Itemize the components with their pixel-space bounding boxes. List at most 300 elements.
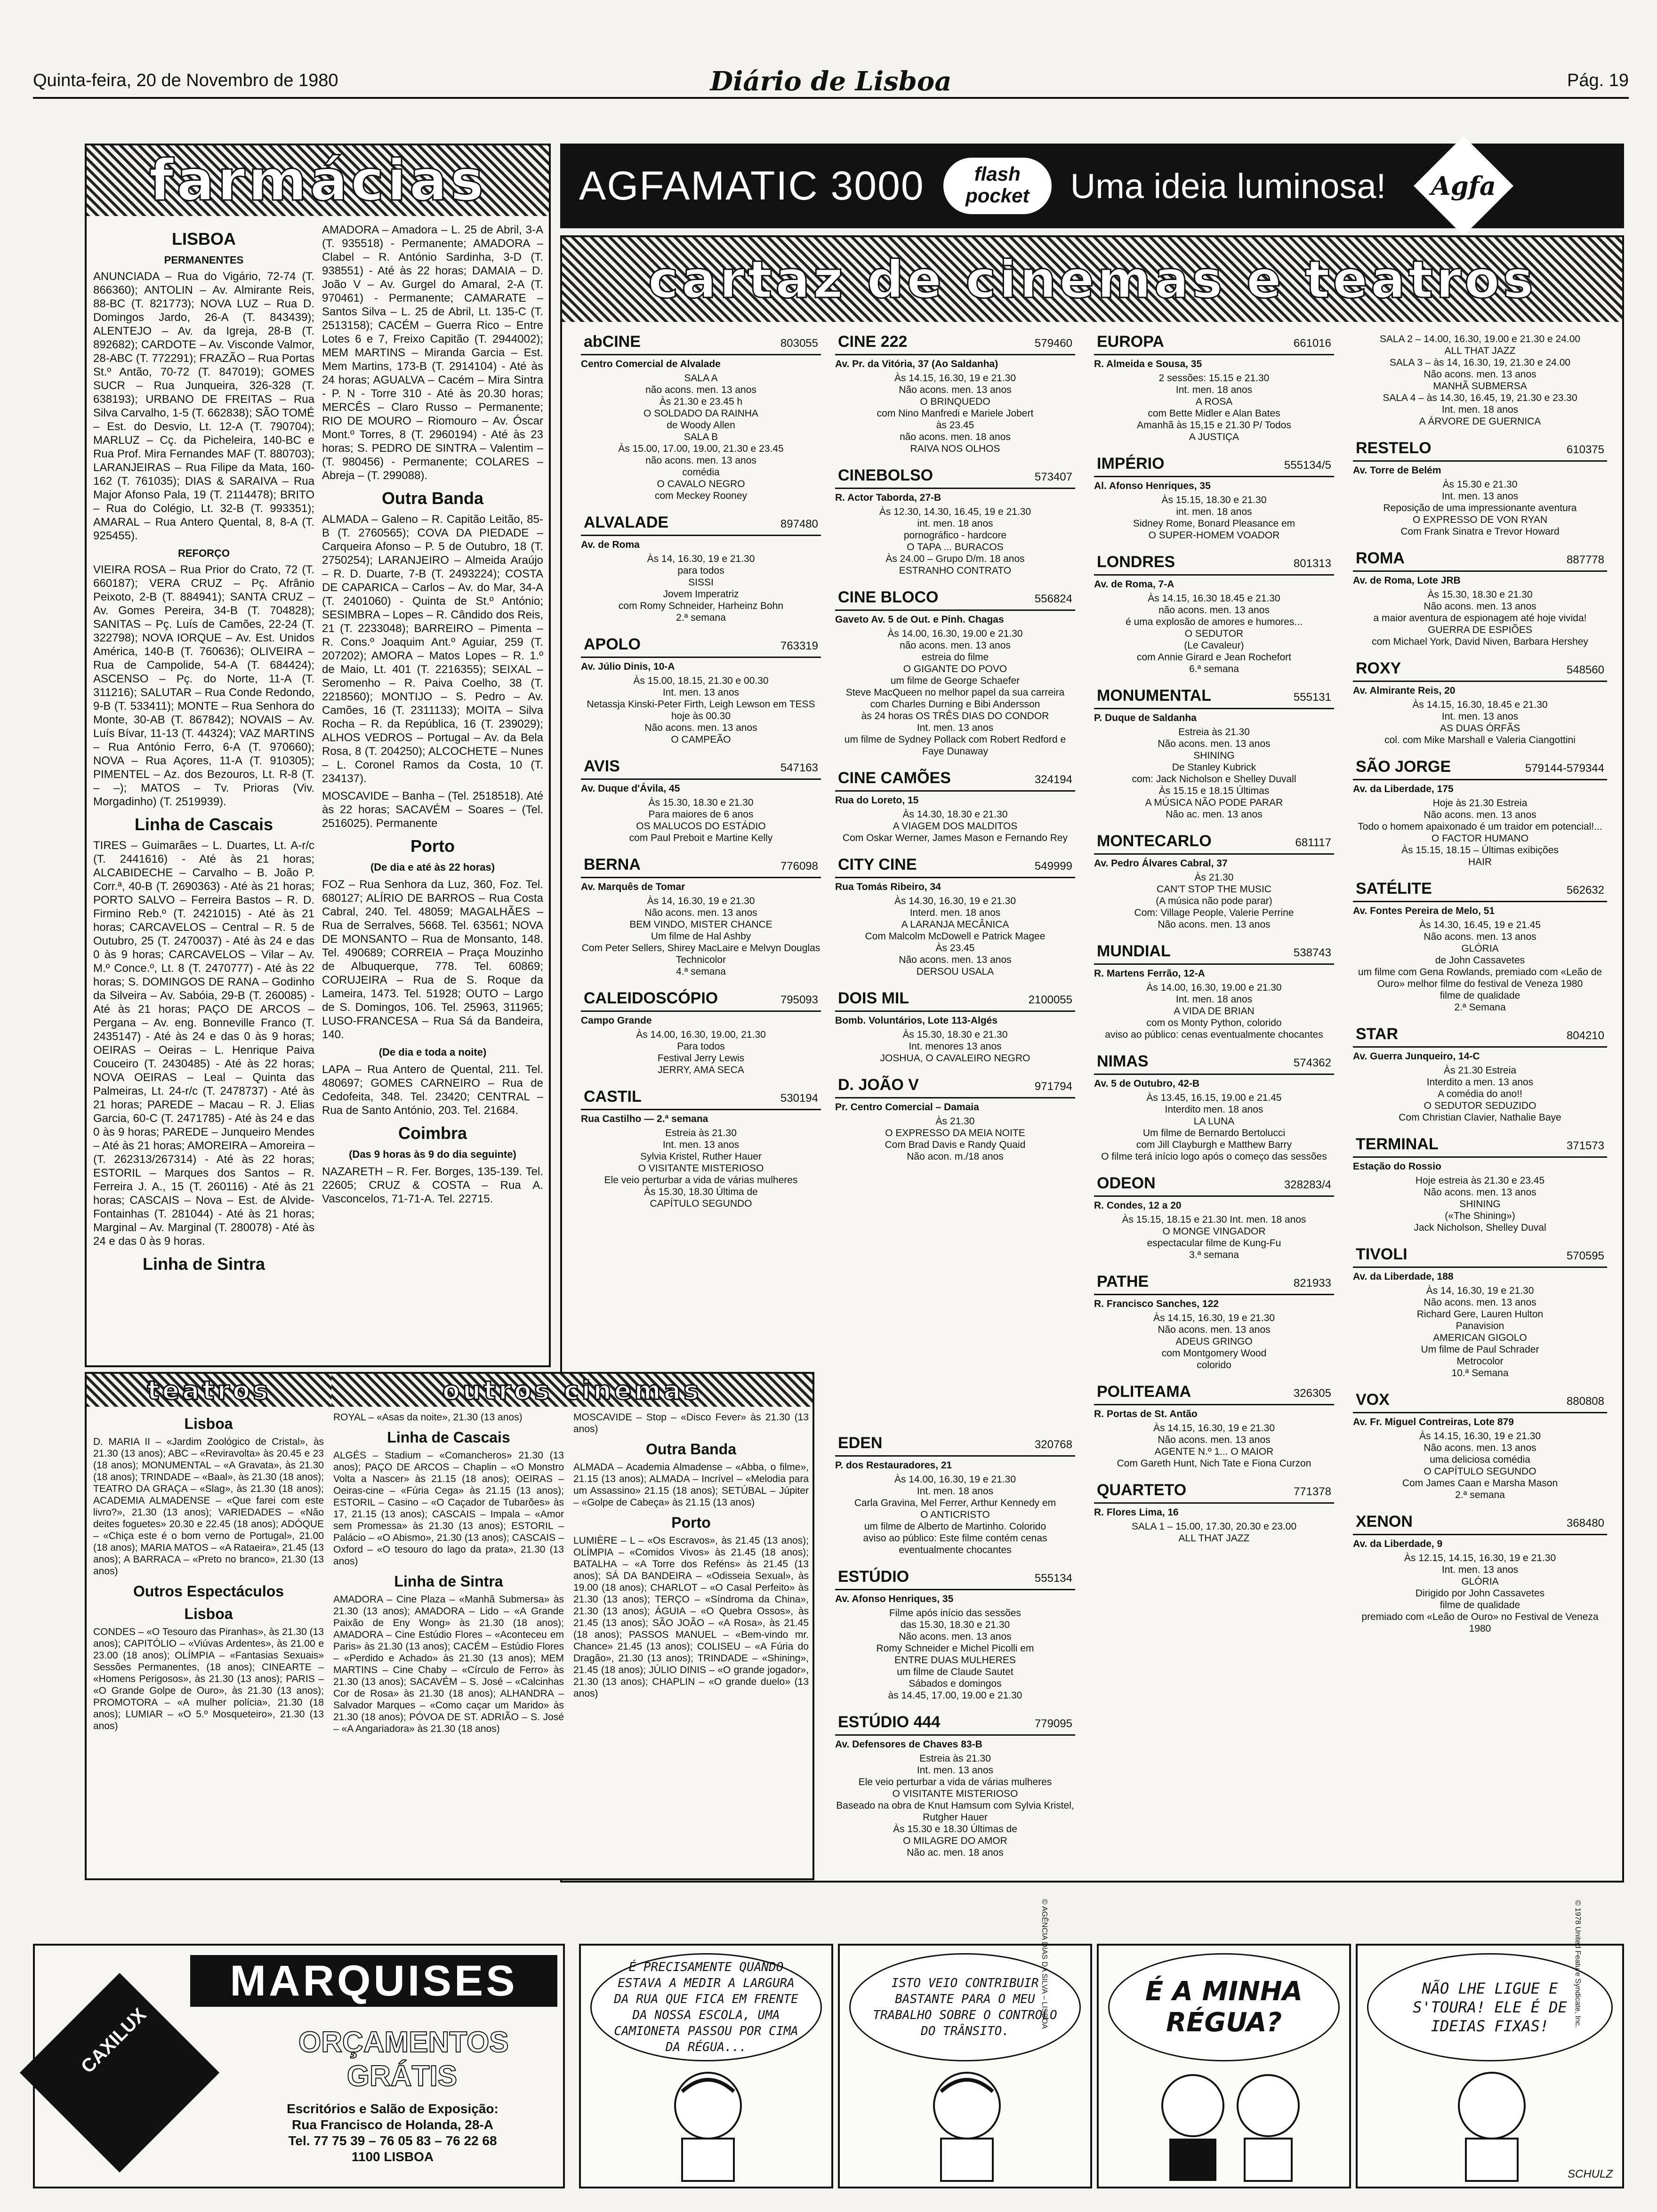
speech-bubble-1: É PRECISAMENTE QUANDO ESTAVA A MEDIR A LARGURA DA RUA QUE FICA EM FRENTE DA NOSSA ESCOLA, UMA CAMIONETA PASSOU POR CIMA DA RÉGUA... bbox=[590, 1953, 822, 2061]
cinema-address: Gaveto Av. 5 de Out. e Pinh. Chagas bbox=[835, 614, 1004, 625]
cinema-program: Às 14.30, 16.30, 19 e 21.30 Interd. men. 18 anos A LARANJA MECÂNICA Com Malcolm McDowell e Patrick Magee Às 23.45 Não acons. men. 13 anos DERSOU USALA bbox=[865, 896, 1046, 977]
cinema-listing bbox=[1353, 756, 1607, 868]
cinema-program: Às 14.00, 16.30, 19.00 e 21.30 Int. men. 18 anos A VIDA DE BRIAN com os Monty Python, colorido aviso ao público: cenas eventualmente chocantes bbox=[1105, 982, 1323, 1040]
character-drawing-2 bbox=[840, 2063, 1094, 2186]
comic-panel-3 bbox=[1097, 1944, 1351, 2188]
cinema-phone: 821933 bbox=[1293, 1277, 1331, 1290]
cinema-listing bbox=[581, 854, 821, 978]
cinema-name: RESTELO bbox=[1356, 439, 1432, 457]
cinema-name: LONDRES bbox=[1097, 553, 1175, 571]
cinema-phone: 556824 bbox=[1034, 593, 1072, 605]
cinema-address: Pr. Centro Comercial – Damaia bbox=[835, 1102, 979, 1113]
speech-bubble-4: NÃO LHE LIGUE E S'TOURA! ELE É DE IDEIAS FIXAS! bbox=[1367, 1953, 1613, 2061]
cinema-address: Rua do Loreto, 15 bbox=[835, 795, 919, 806]
teatros-col-1 bbox=[93, 1411, 324, 1877]
permanentes-heading: PERMANENTES bbox=[164, 254, 244, 266]
comic-panel-2 bbox=[838, 1899, 1092, 2188]
cinema-program: Às 14.15, 16.30, 19 e 21.30 Não acons. men. 13 anos ADEUS GRINGO com Montgomery Wood colorido bbox=[1153, 1313, 1275, 1370]
outros-lisboa-heading: Lisboa bbox=[184, 1605, 233, 1622]
cinema-listing bbox=[835, 1712, 1075, 1859]
cinema-listing bbox=[1353, 1024, 1607, 1123]
cinema-program: Às 15.15, 18.30 e 21.30 int. men. 18 anos Sidney Rome, Bonard Pleasance em O SUPER-HOMEM VOADOR bbox=[1133, 495, 1295, 541]
cinema-program: Às 15.30, 18.30 e 21.30 Para maiores de 6 anos OS MALUCOS DO ESTÁDIO com Paul Preboit e Martine Kelly bbox=[629, 797, 773, 843]
cinema-phone: 880808 bbox=[1566, 1395, 1604, 1408]
schulz-signature: SCHULZ bbox=[1567, 2168, 1613, 2180]
cinema-name: D. JOÃO V bbox=[838, 1076, 919, 1094]
cinema-listing bbox=[581, 331, 821, 502]
cinema-program: Às 21.30 Estreia Interdito a men. 13 anos A comédia do ano!! O SEDUTOR SEDUZIDO Com Christian Clavier, Nathalie Baye bbox=[1399, 1065, 1561, 1123]
cinema-address: Av. 5 de Outubro, 42-B bbox=[1094, 1078, 1200, 1089]
cinema-program: Às 14.15, 16.30, 18.45 e 21.30 Int. men. 13 anos AS DUAS ÓRFÃS col. com Mike Marshall e Valeria Ciangottini bbox=[1384, 699, 1576, 745]
cinema-title bbox=[581, 634, 821, 658]
cinema-program: Às 12.30, 14.30, 16.45, 19 e 21.30 int. men. 18 anos pornográfico - hardcore O TAPA ... BURACOS Às 24.00 – Grupo D/m. 18 anos ESTRANHO CONTRATO bbox=[879, 506, 1031, 576]
cartaz-header bbox=[562, 237, 1622, 322]
cinema-program: Às 12.15, 14.15, 16.30, 19 e 21.30 Int. men. 13 anos GLÓRIA Dirigido por John Cassavetes filme de qualidade premiado com «Leão de Ouro» no Festival de Veneza 1980 bbox=[1361, 1553, 1599, 1634]
permanentes-list: ANUNCIADA – Rua do Vigário, 72-74 (T. 866360); ANTOLIN – Av. Almirante Reis, 88-BC (T. 821773); NOVA LUZ – Rua D. Domingos Jardo, 26-A (T. 843439); ALENTEJO – Av. da Igreja, 28-B (T. 892682); CARDOTE – Av. Visconde Valmor, 28-ABC (T. 772291); FRAZÃO – Rua Portas St.º Antão, 70-72 (T. 847019); GOMES SUCR – Rua Junqueira, 326-328 (T. 638193); URBANO DE FREITAS – Rua Silva Carvalho, 1-5 (T. 662838); SÃO TOMÉ – Est. do Desvio, Lt. 12-A (T. 790704); MARLUZ – Cç. da Picheleira, 140-BC e Rua Prof. Mira Fernandes MAF (T. 880703); LARANJEIRAS – Rua Filipe da Mata, 160-162 (T. 761035); DIAS & SARAIVA – Rua Major Afonso Pala, 19 (T. 2114478); BRITO – Rua do Colégio, Lt. 32-B (T. 993351); AMARAL – Rua Antero Quental, 8, 8-A (T. 925455). bbox=[93, 270, 314, 542]
cinema-listing bbox=[1094, 941, 1334, 1041]
cinema-name: SATÉLITE bbox=[1356, 880, 1432, 898]
farmacias-col-2 bbox=[322, 223, 543, 1362]
cinema-listing bbox=[1353, 1134, 1607, 1234]
cinema-address: Av. Guerra Junqueiro, 14-C bbox=[1353, 1051, 1480, 1062]
cinema-listing bbox=[835, 1074, 1075, 1162]
cinema-title bbox=[835, 854, 1075, 878]
cinema-phone: 803055 bbox=[780, 337, 818, 350]
cinema-listing bbox=[1353, 1389, 1607, 1501]
marquises-contact bbox=[233, 2101, 553, 2165]
cinema-title bbox=[1353, 1244, 1607, 1268]
cinema-address: Av. Pedro Álvares Cabral, 37 bbox=[1094, 858, 1228, 869]
cinema-listing bbox=[835, 854, 1075, 978]
outra-banda-heading: Outra Banda bbox=[381, 489, 484, 508]
cinema-title bbox=[1353, 1511, 1607, 1535]
cinema-address: Av. Almirante Reis, 20 bbox=[1353, 685, 1456, 696]
agfa-logo-text: Agfa bbox=[1431, 171, 1496, 201]
cinema-program: Às 14, 16.30, 19 e 21.30 Não acons. men. 13 anos BEM VINDO, MISTER CHANCE Um filme de Hal Ashby Com Peter Sellers, Shirey MacLaire e Melvyn Douglas Technicolor 4.ª semana bbox=[581, 896, 820, 977]
cinema-address: P. dos Restauradores, 21 bbox=[835, 1460, 952, 1471]
farmacias-header bbox=[87, 145, 549, 216]
comic-panel-1 bbox=[579, 1944, 833, 2188]
teatros-lisboa-list: D. MARIA II – «Jardim Zoológico de Cristal», às 21.30 (13 anos); ABC – «Reviravolta» às 20.45 e 23 (18 anos); MONUMENTAL – «A Gravata», às 21.30 (18 anos); TRINDADE – «Baal», às 21.30 (18 anos); TEATRO DA GRAÇA – «Slag», às 21.30 (18 anos); ACADEMIA ALMADENSE – «Que farei com este livro?», 21.30 (13 anos); VARIEDADES – «Não deites foguetes» 20.30 e 22.45 (18 anos); ADÓQUE – «Chiça este é o bom verno de Portugal», 21.00 (18 anos); MARIA MATOS – «A Rataeira», 21.45 (13 anos); A BARRACA – «Preto no branco», 21.30 (13 anos) bbox=[93, 1436, 324, 1577]
sintra-heading: Linha de Sintra bbox=[142, 1254, 265, 1274]
cinema-phone: 763319 bbox=[780, 640, 818, 652]
outros-espectaculos-heading: Outros Espectáculos bbox=[133, 1583, 284, 1600]
cinema-title bbox=[1353, 548, 1607, 572]
cinema-column-2b bbox=[835, 1433, 1075, 1869]
cinema-address: P. Duque de Saldanha bbox=[1094, 713, 1197, 723]
teatros-section bbox=[85, 1372, 814, 1880]
cinema-program: Às 14.00, 16.30, 19 e 21.30 Int. men. 18 anos Carla Gravina, Mel Ferrer, Arthur Kennedy em O ANTICRISTO um filme de Alberto de Martinho. Colorido aviso ao público: Este filme contém cenas eventualmente chocantes bbox=[854, 1474, 1056, 1555]
cinema-name: QUARTETO bbox=[1097, 1481, 1187, 1499]
cinema-address: R. Actor Taborda, 27-B bbox=[835, 492, 941, 503]
ad-model: AGFAMATIC 3000 bbox=[579, 163, 925, 208]
cinema-name: CINE BLOCO bbox=[838, 588, 939, 606]
cinema-address: Centro Comercial de Alvalade bbox=[581, 359, 721, 369]
cinema-name: MONTECARLO bbox=[1097, 832, 1212, 850]
farmacias-col-1 bbox=[93, 223, 314, 1362]
cinema-phone: 795093 bbox=[780, 994, 818, 1006]
cinema-title bbox=[1353, 438, 1607, 462]
cinema-name: APOLO bbox=[584, 635, 641, 653]
newspaper-title: Diário de Lisboa bbox=[710, 66, 952, 97]
cinema-listing bbox=[1094, 1051, 1334, 1162]
cinema-name: CINE 222 bbox=[838, 333, 908, 351]
cinema-name: PATHE bbox=[1097, 1273, 1149, 1290]
cinema-title bbox=[1094, 1381, 1334, 1405]
cinema-address: Al. Afonso Henriques, 35 bbox=[1094, 481, 1211, 491]
cinema-program: Às 15.15, 18.15 e 21.30 Int. men. 18 anos O MONGE VINGADOR espectacular filme de Kung-Fu 3.ª semana bbox=[1122, 1214, 1306, 1260]
outros-cascais-heading: Linha de Cascais bbox=[387, 1429, 510, 1446]
cinema-phone: 326305 bbox=[1293, 1387, 1331, 1400]
cinema-name: MONUMENTAL bbox=[1097, 687, 1211, 705]
caxilux-logo-text: CAXILUX bbox=[77, 2004, 151, 2077]
cinema-phone: 555131 bbox=[1293, 691, 1331, 704]
cinema-listing bbox=[835, 1433, 1075, 1556]
cinema-address: Av. Torre de Belém bbox=[1353, 465, 1441, 476]
cinema-name: SÃO JORGE bbox=[1356, 758, 1451, 776]
cascais-list: TIRES – Guimarães – L. Duartes, Lt. A-r/c (T. 2441616) - Até às 21 horas; ALCABIDECHE – Carvalho – B. João P. Corr.ª, 40-B (T. 2690363) - Até às 21 horas; PORTO SALVO – Ferreira Bastos – R. D. Firmino Reb.º (T. 2421015) - Até às 21 horas; CARCAVELOS – Central – R. 5 de Outubro, 25 (T. 2470037) - Até às 24 e das 0 às 9 horas; CARCAVELOS – Vilar – Av. M.º Conce.º, Lt. 8 (T. 2470777) - Até às 22 horas; S. DOMINGOS DE RANA – Godinho da Silveira – Av. Sabóia, 29-B (T. 260085) - Até às 21 horas; PAÇO DE ARCOS – Pergana – Av. eng. Bonneville Franco (T. 2435147) - Até às 24 e das 0 às 9 horas; OEIRAS – Oeiras – L. Henrique Paiva Couceiro (T. 2430485) - Até às 22 horas; NOVA OEIRAS – Leal – Quinta das Palmeiras, Lt. 24-r/c (T. 2478737) - Até às 21 horas; PAREDE – Macau – R. J. Elias Garcia, 60-C (T. 2471785) - Até às 24 e das 0 às 9 horas; PAREDE – Junqueiro Mendes – Até às 21 horas; AMOREIRA – Amoreira – (T. 262313/267314) - Até às 22 horas; ESTORIL – Marques dos Santos – R. Ferreira J. A., 15 (T. 260116) - Até às 21 horas; CASCAIS – Nova – Est. de Alvide-Fontainhas (T. 281044) - Até às 21 horas; Marginal – Av. Marginal (T. 280078) - Até às 24 e das 0 às 9 horas. bbox=[93, 839, 314, 1248]
cinema-phone: 579144-579344 bbox=[1525, 762, 1604, 775]
cinema-address: Av. de Roma, 7-A bbox=[1094, 579, 1174, 590]
cinema-program: Às 14.15, 16.30, 19 e 21.30 Não acons. men. 13 anos uma deliciosa comédia O CAPÍTULO SEGUNDO Com James Caan e Marsha Mason 2.ª semana bbox=[1402, 1431, 1558, 1500]
cinema-listing bbox=[1353, 548, 1607, 648]
cinema-phone: 555134/5 bbox=[1284, 459, 1331, 472]
outros-porto-list: LUMIÈRE – L – «Os Escravos», às 21.45 (13 anos); OLÍMPIA – «Comidos Vivos» às 21.45 (18 anos); BATALHA – «A Torre dos Reféns» às 21.45 (13 anos); SÁ DA BANDEIRA – «Odisseia Sexual», às 19.00 (18 anos); CHARLOT – «O Casal Perfeito» às 21.30 (13 anos); TERÇO – «Síndroma da China», 21.30 (13 anos); ÁGUIA – «O Quebra Ossos», às 21.45 (13 anos); SÃO JOÃO – «A Rosa», às 21.45 (18 anos); PASSOS MANUEL – «Bem-vindo mr. Chance» 21.45 (13 anos); COLISEU – «A Fúria do Dragão», 21.30 (13 anos); TRINDADE – «Shining», 21.45 (18 anos); JÚLIO DINIS – «O grande jogador», 21.30 (13 anos); CHAPLIN – «O grande duelo» (13 anos) bbox=[573, 1535, 809, 1699]
agfa-logo bbox=[1414, 136, 1513, 236]
teatros-col-3 bbox=[573, 1411, 809, 1877]
porto-note-2: (De dia e toda a noite) bbox=[378, 1046, 487, 1058]
comic-panel-4 bbox=[1356, 1900, 1624, 2188]
cinema-address: Av. Duque d'Ávila, 45 bbox=[581, 783, 680, 794]
outros-banda-heading: Outra Banda bbox=[645, 1441, 737, 1458]
character-drawing-4 bbox=[1358, 2063, 1626, 2186]
cinema-phone: 887778 bbox=[1566, 553, 1604, 566]
cinema-name: CITY CINE bbox=[838, 856, 917, 874]
cinema-name: ALVALADE bbox=[584, 513, 669, 531]
orcamentos-gratis: ORÇAMENTOS GRÁTIS bbox=[298, 2026, 509, 2092]
cinema-name: AVIS bbox=[584, 757, 620, 775]
cinema-title bbox=[1353, 1389, 1607, 1413]
cinema-title bbox=[835, 465, 1075, 489]
cinema-phone: 547163 bbox=[780, 761, 818, 774]
cinema-phone: 371573 bbox=[1566, 1139, 1604, 1152]
cinema-phone: 573407 bbox=[1034, 471, 1072, 483]
cinema-listing bbox=[835, 331, 1075, 455]
cinema-title bbox=[1353, 878, 1607, 902]
contact-line-1: Escritórios e Salão de Exposição: bbox=[287, 2101, 499, 2116]
cinema-program: Às 14.30, 18.30 e 21.30 A VIAGEM DOS MALDITOS Com Oskar Werner, James Mason e Fernando Rey bbox=[842, 809, 1068, 843]
cinema-program: Às 14, 16.30, 19 e 21.30 para todos SISSI Jovem Imperatriz com Romy Schneider, Harheinz Bohn 2.ª semana bbox=[618, 553, 784, 623]
cinema-title bbox=[1094, 552, 1334, 576]
cinema-title bbox=[1094, 1173, 1334, 1197]
farmacias-section bbox=[85, 144, 551, 1367]
cartaz-title: cartaz de cinemas e teatros bbox=[648, 249, 1536, 310]
cinema-name: ROMA bbox=[1356, 549, 1405, 567]
cinema-title bbox=[1353, 1024, 1607, 1048]
ad-slogan: Uma ideia luminosa! bbox=[1070, 166, 1386, 206]
cinema-address: R. Portas de St. Antão bbox=[1094, 1409, 1198, 1419]
cinema-address: Bomb. Voluntários, Lote 113-Algés bbox=[835, 1015, 998, 1026]
cinema-program: Às 14.00, 16.30, 19.00 e 21.30 não acons. men. 13 anos estreia do filme O GIGANTE DO POVO um filme de George Schaefer Steve MacQueen no melhor papel da sua carreira com Charles Durning e Bibi Andersson às 24 horas OS TRÊS DIAS DO CONDOR Int. men. 13 anos um filme de Sydney Pollack com Robert Redford e Faye Dunaway bbox=[844, 628, 1066, 757]
cinema-program: SALA A não acons. men. 13 anos Às 21.30 e 23.45 h O SOLDADO DA RAINHA de Woody Allen SALA B Às 15.00, 17.00, 19.00, 21.30 e 23.45 não acons. men. 13 anos comédia O CAVALO NEGRO com Meckey Rooney bbox=[618, 373, 784, 501]
cinema-listing bbox=[1353, 333, 1607, 427]
cinema-program: 2 sessões: 15.15 e 21.30 Int. men. 18 anos A ROSA com Bette Midler e Alan Bates Amanhã às 15,15 e 21.30 P/ Todos A JUSTIÇA bbox=[1137, 373, 1291, 442]
cinema-title bbox=[1094, 331, 1334, 355]
contact-line-4: 1100 LISBOA bbox=[351, 2149, 434, 2164]
syndicate-credit: © 1978 United Feature Syndicate, Inc. bbox=[1573, 1900, 1582, 2028]
porto-list-2: LAPA – Rua Antero de Quental, 211. Tel. 480697; GOMES CARNEIRO – Rua de Cedofeita, 348. Tel. 23420; CENTRAL – Rua de Santo António, 203. Tel. 21684. bbox=[322, 1063, 543, 1117]
cinema-program: Filme após início das sessões das 15.30, 18.30 e 21.30 Não acons. men. 13 anos Romy Schneider e Michel Picolli em ENTRE DUAS MULHERES um filme de Claude Sautet Sábados e domingos às 14.45, 17.00, 19.00 e 21.30 bbox=[876, 1608, 1034, 1701]
cinema-address: Av. da Liberdade, 188 bbox=[1353, 1271, 1454, 1282]
cinema-address: Av. Fontes Pereira de Melo, 51 bbox=[1353, 906, 1495, 916]
cinema-listing bbox=[1094, 685, 1334, 820]
coimbra-list: NAZARETH – R. Fer. Borges, 135-139. Tel. 22605; CRUZ & COSTA – Rua A. Vasconcelos, 71-71-A. Tel. 22715. bbox=[322, 1165, 543, 1205]
cinema-listing bbox=[1094, 831, 1334, 930]
cinema-address: Av. Marquês de Tomar bbox=[581, 882, 685, 892]
cinema-title bbox=[1353, 658, 1607, 682]
cinema-phone: 2100055 bbox=[1028, 994, 1072, 1006]
cinema-name: TIVOLI bbox=[1356, 1245, 1408, 1263]
cinema-listing bbox=[835, 465, 1075, 577]
cinema-address: R. Francisco Sanches, 122 bbox=[1094, 1298, 1219, 1309]
cinema-phone: 801313 bbox=[1293, 557, 1331, 570]
cinema-phone: 776098 bbox=[780, 860, 818, 873]
teatros-lisboa-heading: Lisboa bbox=[184, 1415, 233, 1432]
cinema-phone: 779095 bbox=[1034, 1717, 1072, 1730]
cinema-listing bbox=[1353, 658, 1607, 746]
cinema-name: VOX bbox=[1356, 1391, 1390, 1409]
cinema-name: ROXY bbox=[1356, 659, 1401, 677]
cinema-phone: 548560 bbox=[1566, 664, 1604, 676]
cinema-title bbox=[1094, 1051, 1334, 1075]
cinema-title bbox=[1094, 941, 1334, 965]
cinema-phone: 897480 bbox=[780, 518, 818, 530]
cinema-title bbox=[835, 1074, 1075, 1098]
cinema-name: EDEN bbox=[838, 1434, 883, 1452]
cascais-heading: Linha de Cascais bbox=[134, 815, 273, 834]
cinema-title bbox=[1353, 1134, 1607, 1158]
cinema-program: Às 15.30 e 21.30 Int. men. 13 anos Reposição de uma impressionante aventura O EXPRESSO DE VON RYAN Com Frank Sinatra e Trevor Howard bbox=[1383, 479, 1577, 537]
outros-espectaculos-list: CONDES – «O Tesouro das Piranhas», às 21.30 (13 anos); CAPITÓLIO – «Viúvas Ardentes», às 21.00 e 23.00 (18 anos); OLÍMPIA – «Fantasias Sexuais» Sessões Permanentes, (18 anos); CINEARTE – «Homens Perigosos», às 21.30 (13 anos); PARIS – «O Grande Golpe de Ouro», às 21.30 (13 anos); PROMOTORA – «A mulher polícia», 21.30 (18 anos); LUMIAR – «O 5.º Mosqueteiro», 21.30 (13 anos) bbox=[93, 1627, 324, 1731]
cinema-listing bbox=[1094, 331, 1334, 443]
cinema-title bbox=[835, 1433, 1075, 1457]
cinema-column-1 bbox=[581, 331, 821, 1220]
cinema-listing bbox=[581, 756, 821, 844]
cinema-program: Às 14.15, 16.30, 19 e 21.30 Não acons. men. 13 anos AGENTE N.º 1... O MAIOR Com Gareth Hunt, Nich Tate e Fiona Curzon bbox=[1117, 1423, 1311, 1469]
cinema-phone: 328283/4 bbox=[1284, 1178, 1331, 1191]
cinema-title bbox=[581, 512, 821, 536]
cinema-title bbox=[835, 768, 1075, 792]
cinema-column-3 bbox=[1094, 331, 1334, 1555]
cinema-name: TERMINAL bbox=[1356, 1135, 1439, 1153]
cinema-name: CINE CAMÕES bbox=[838, 769, 951, 787]
marquises-brand: MARQUISES bbox=[190, 1955, 557, 2007]
cinema-program: Estreia às 21.30 Int. men. 13 anos Sylvia Kristel, Ruther Hauer O VISITANTE MISTERIOSO Ele veio perturbar a vida de várias mulheres Às 15.30, 18.30 Última de CAPÍTULO SEGUNDO bbox=[604, 1128, 798, 1209]
cinema-listing bbox=[835, 768, 1075, 844]
cinema-address: Estação do Rossio bbox=[1353, 1161, 1441, 1172]
cinema-column-4 bbox=[1353, 331, 1607, 1645]
marquises-ad bbox=[33, 1944, 565, 2188]
cinema-phone: 320768 bbox=[1034, 1438, 1072, 1451]
cinema-title bbox=[581, 756, 821, 780]
cinema-program: Às 14.15, 16.30, 19 e 21.30 Não acons. men. 13 anos O BRINQUEDO com Nino Manfredi e Mariele Jobert às 23.45 não acons. men. 18 anos RAIVA NOS OLHOS bbox=[877, 373, 1034, 454]
porto-note: (De dia e até às 22 horas) bbox=[370, 861, 495, 873]
cinema-listing bbox=[835, 988, 1075, 1064]
cinema-address: Av. da Liberdade, 175 bbox=[1353, 784, 1454, 794]
cinema-address: Av. da Liberdade, 9 bbox=[1353, 1539, 1443, 1549]
cinema-address: Av. Júlio Dinis, 10-A bbox=[581, 661, 675, 672]
cinema-address: Av. Afonso Henriques, 35 bbox=[835, 1594, 954, 1604]
outros-cascais-list: ALGÉS – Stadium – «Comancheros» 21.30 (13 anos); PAÇO DE ARCOS – Chaplin – «O Monstro Volta a Nascer» às 21.15 (18 anos); OEIRAS – Oeiras-cine – «Fúria Cega» às 21.15 (13 anos); ESTORIL – Casino – «O Caçador de Tubarões» às 17, 21.15 (13 anos); CASCAIS – Impala – «Amor sem Promessa» às 21.30 (13 anos); ESTORIL – Palácio – «O Abismo», 21.30 (13 anos); CASCAIS – Oxford – «O tesouro do lago da prata», 21.30 (13 anos) bbox=[333, 1450, 564, 1567]
character-drawing-3 bbox=[1099, 2063, 1353, 2186]
cinema-name: abCINE bbox=[584, 333, 641, 351]
cinema-name: DOIS MIL bbox=[838, 989, 909, 1007]
cinema-listing bbox=[1353, 1511, 1607, 1635]
cinema-phone: 530194 bbox=[780, 1092, 818, 1105]
coimbra-note: (Das 9 horas às 9 do dia seguinte) bbox=[349, 1148, 516, 1160]
cinema-listing bbox=[1094, 552, 1334, 675]
cinema-address: Rua Castilho — 2.ª semana bbox=[581, 1114, 708, 1124]
agency-credit: © AGÊNCIA DIAS DA SILVA – LISBOA bbox=[1040, 1899, 1048, 2029]
cinema-listing bbox=[1353, 1244, 1607, 1379]
cinema-title bbox=[581, 988, 821, 1012]
cinema-phone: 661016 bbox=[1293, 337, 1331, 350]
contact-line-3: Tel. 77 75 39 – 76 05 83 – 76 22 68 bbox=[288, 2133, 497, 2148]
cinema-listing bbox=[1094, 1173, 1334, 1261]
cinema-title bbox=[1094, 1480, 1334, 1504]
coimbra-heading: Coimbra bbox=[398, 1123, 467, 1143]
cinema-phone: 324194 bbox=[1034, 773, 1072, 786]
cinema-name: MUNDIAL bbox=[1097, 942, 1171, 960]
cinema-program: Hoje às 21.30 Estreia Não acons. men. 13 anos Todo o homem apaixonado é um traidor em potencial!... O FACTOR HUMANO Às 15.15, 18.15 – Últimas exibições HAIR bbox=[1358, 798, 1602, 867]
cinema-name: STAR bbox=[1356, 1025, 1399, 1043]
cinema-name: IMPÉRIO bbox=[1097, 455, 1165, 473]
outros-sintra-list: AMADORA – Cine Plaza – «Manhã Submersa» às 21.30 (13 anos); AMADORA – Lido – «A Grande Paixão de Eny Wong» às 21.30 (18 anos); AMADORA – Cine Estúdio Flores – «Aconteceu em Paris» às 21.30 (13 anos); CACÉM – Estúdio Flores – «Perdido e Achado» às 21.30 (13 anos); MEM MARTINS – Cine Chaby – «Círculo de Ferro» às 21.30 (13 anos); SACAVÉM – S. José – «Calcinhas Cor de Rosa» às 21.30 (18 anos); ALHANDRA – Salvador Marques – «Como caçar um Marido» às 21.30 (18 anos); PÓVOA DE ST. ADRIÃO – S. José – «A Angariadora» às 21.30 (18 anos) bbox=[333, 1594, 564, 1734]
cinema-name: CINEBOLSO bbox=[838, 466, 933, 484]
cinema-name: BERNA bbox=[584, 856, 641, 874]
sintra-list: AMADORA – Amadora – L. 25 de Abril, 3-A (T. 935518) - Permanente; AMADORA – Clabel – R. António Sardinha, 3-D (T. 938551) - Até às 22 horas; DAMAIA – D. João V – Av. Gurgel do Amaral, 2-A (T. 970461) - Permanente; CAMARATE – Santos Silva – L. 25 de Abril, Lt. 135-C (T. 2513158); CACÉM – Guerra Rico – Entre Lotes 6 e 7, Freixo Capitão (T. 2944002); MEM MARTINS – Miranda Garcia – Est. Mem Martins, 173-B (T. 2914104) - Até às 24 horas; AGUALVA – Cacém – Mira Sintra - P. N - Torre 310 - Até às 20.30 horas; MERCÊS – Claro Russo – Permanente; RIO DE MOURO – Riomouro – Av. Óscar Mont.º Torres, 8 (T. 2960194) - Até às 23 horas; S. PEDRO DE SINTRA – Valentim – (T. 980456) - Permanente; COLARES – Abreja – (T. 299088). bbox=[322, 224, 543, 482]
royal-listing: ROYAL – «Asas da noite», 21.30 (13 anos) bbox=[333, 1412, 523, 1423]
farmacias-title: farmácias bbox=[149, 148, 487, 214]
cinema-phone: 681117 bbox=[1295, 836, 1331, 849]
outros-cinemas-title: outros cinemas bbox=[442, 1375, 702, 1405]
cinema-title bbox=[835, 331, 1075, 355]
cinema-listing bbox=[1094, 1381, 1334, 1469]
outros-porto-heading: Porto bbox=[671, 1514, 711, 1531]
cinema-program: Às 14.00, 16.30, 19.00, 21.30 Para todos Festival Jerry Lewis JERRY, AMA SECA bbox=[636, 1029, 766, 1075]
cinema-name: NIMAS bbox=[1097, 1052, 1149, 1070]
cinema-title bbox=[581, 854, 821, 878]
cinema-address: Av. Fr. Miguel Contreiras, Lote 879 bbox=[1353, 1417, 1514, 1427]
cinema-title bbox=[835, 1712, 1075, 1736]
outros-sintra-heading: Linha de Sintra bbox=[394, 1573, 503, 1590]
cinema-program: Às 15.30, 18.30 e 21.30 Int. menores 13 anos JOSHUA, O CAVALEIRO NEGRO bbox=[880, 1029, 1030, 1064]
cinema-name: ESTÚDIO bbox=[838, 1568, 909, 1586]
cinema-phone: 570595 bbox=[1566, 1250, 1604, 1262]
cinema-name: POLITEAMA bbox=[1097, 1383, 1191, 1401]
reforco-heading: REFORÇO bbox=[178, 547, 230, 559]
reforco-list: VIEIRA ROSA – Rua Prior do Crato, 72 (T. 660187); VERA CRUZ – Pç. Afrânio Peixoto, 2-B (T. 884941); SANTA CRUZ – Av. Gomes Pereira, 34-B (T. 704828); SANITAS – Pç. Luís de Camões, 22-24 (T. 322798); NOVA IORQUE – Av. Est. Unidos América, 140-B (T. 760636); OLIVEIRA – Rua de Campolide, 54-A (T. 684424); ASCENSO – Pç. do Norte, 11-A (T. 311216); SALUTAR – Rua Conde Redondo, 9-B (T. 533411); MONTE – Rua Senhora do Monte, 30-AB (T. 867842); NOVAIS – Av. Luís Bívar, 11-13 (T. 44324); VAZ MARTINS – Rua António Ferro, 6-A (T. 970660); NOVA – Rua Açores, 11-A (T. 910305); PIMENTEL – Az. dos Bezouros, Lt. R-8 (T. – –); MATOS – Tv. Prioras (Viv. Morgadinho) (T. 2519939). bbox=[93, 563, 314, 808]
cinema-phone: 971794 bbox=[1034, 1080, 1072, 1093]
cinema-program: SALA 2 – 14.00, 16.30, 19.00 e 21.30 e 24.00 ALL THAT JAZZ SALA 3 – às 14, 16.30, 19, 21.30 e 24.00 Não acons. men. 13 anos MANHÃ SUBMERSA SALA 4 – às 14.30, 16.45, 19, 21.30 e 23.30 Int. men. 18 anos A ÁRVORE DE GUERNICA bbox=[1379, 334, 1581, 427]
cinema-phone: 555134 bbox=[1034, 1572, 1072, 1585]
moscavide-list: MOSCAVIDE – Banha – (Tel. 2518518). Até às 22 horas; SACAVÉM – Soares – (Tel. 2516025). Permanente bbox=[322, 790, 543, 830]
cinema-program: Estreia às 21.30 Não acons. men. 13 anos SHINING De Stanley Kubrick com: Jack Nicholson e Shelley Duvall Às 15.15 e 18.15 Últimas A MÚSICA NÃO PODE PARAR Não ac. men. 13 anos bbox=[1132, 727, 1296, 820]
cinema-phone: 610375 bbox=[1566, 443, 1604, 456]
speech-bubble-2: ISTO VEIO CONTRIBUIR BASTANTE PARA O MEU TRABALHO SOBRE O CONTROLO DO TRÂNSITO. bbox=[849, 1953, 1081, 2061]
cinema-title bbox=[1094, 831, 1334, 855]
cinema-program: Às 21.30 O EXPRESSO DA MEIA NOITE Com Brad Davis e Randy Quaid Não acon. m./18 anos bbox=[885, 1116, 1026, 1162]
flash-pocket-badge: flash pocket bbox=[943, 158, 1052, 214]
cinema-address: R. Martens Ferrão, 12-A bbox=[1094, 968, 1205, 979]
cinema-address: Av. Pr. da Vitória, 37 (Ao Saldanha) bbox=[835, 359, 998, 369]
porto-list: FOZ – Rua Senhora da Luz, 360, Foz. Tel. 680127; ALÍRIO DE BARROS – Rua Costa Cabral, 240. Tel. 48059; MAGALHÃES – Rua de Serralves, 5668. Tel. 63561; NOVA DE MONSANTO – Rua de Monsanto, 148. Tel. 490689; CORREIA – Praça Mouzinho de Albuquerque, 778. Tel. 60869; CORUJEIRA – Rua de S. Roque da Lameira, 1473. Tel. 51928; OUTO – Largo de S. Domingos, 106. Tel. 25963, 311965; LUSO-FRANCESA – Rua Sá da Bandeira, 140. bbox=[322, 878, 543, 1041]
cinema-phone: 538743 bbox=[1293, 946, 1331, 959]
teatros-header bbox=[87, 1374, 331, 1407]
cinema-program: Às 21.30 CAN'T STOP THE MUSIC (A música não pode parar) Com: Village People, Valerie Perrine Não acons. men. 13 anos bbox=[1134, 872, 1294, 930]
cinema-listing bbox=[1094, 453, 1334, 541]
cinema-listing bbox=[1094, 1480, 1334, 1544]
cinema-address: Rua Tomás Ribeiro, 34 bbox=[835, 882, 941, 892]
cinema-title bbox=[1094, 685, 1334, 709]
caxilux-logo bbox=[20, 1973, 219, 2172]
cinema-address: R. Flores Lima, 16 bbox=[1094, 1507, 1179, 1518]
cinema-program: Às 15.30, 18.30 e 21.30 Não acons. men. 13 anos a maior aventura de espionagem até hoje vivida! GUERRA DE ESPIÕES com Michael York, David Niven, Barbara Hershey bbox=[1372, 589, 1588, 647]
cinema-phone: 368480 bbox=[1566, 1517, 1604, 1530]
cinema-listing bbox=[581, 634, 821, 745]
cinema-listing bbox=[835, 587, 1075, 757]
cinema-title bbox=[835, 1566, 1075, 1590]
outros-banda-list: ALMADA – Academia Almadense – «Abba, o filme», 21.15 (13 anos); ALMADA – Incrível – «Melodia para um Assassino» 21.15 (18 anos); SETÚBAL – Júpiter – «Golpe de Cabeça» às 21.15 (13 anos) bbox=[573, 1462, 809, 1508]
cinema-phone: 574362 bbox=[1293, 1057, 1331, 1069]
agfamatic-ad bbox=[560, 144, 1624, 228]
lisboa-heading: LISBOA bbox=[171, 229, 236, 248]
cinema-address: Av. Defensores de Chaves 83-B bbox=[835, 1739, 982, 1750]
cinema-title bbox=[581, 331, 821, 355]
speech-bubble-3: É A MINHA RÉGUA? bbox=[1108, 1953, 1340, 2061]
cinema-phone: 771378 bbox=[1293, 1485, 1331, 1498]
cinema-address: Av. de Roma bbox=[581, 539, 640, 550]
masthead bbox=[33, 66, 1629, 99]
issue-date: Quinta-feira, 20 de Novembro de 1980 bbox=[33, 71, 338, 90]
cinema-listing bbox=[581, 988, 821, 1076]
cinema-title bbox=[835, 988, 1075, 1012]
cinema-name: XENON bbox=[1356, 1513, 1413, 1531]
cinema-address: R. Almeida e Sousa, 35 bbox=[1094, 359, 1202, 369]
cinema-address: R. Condes, 12 a 20 bbox=[1094, 1200, 1182, 1211]
cinema-phone: 562632 bbox=[1566, 884, 1604, 897]
cinema-listing bbox=[1094, 1271, 1334, 1371]
page-number: Pág. 19 bbox=[1567, 71, 1629, 90]
outros-cinemas-header bbox=[331, 1374, 812, 1407]
cinema-listing bbox=[1353, 438, 1607, 537]
cinema-program: Às 14.30, 16.45, 19 e 21.45 Não acons. men. 13 anos GLÓRIA de John Cassavetes um filme com Gena Rowlands, premiado com «Leão de Ouro» melhor filme do festival de Veneza 1980 filme de qualidade 2.ª Semana bbox=[1358, 920, 1602, 1013]
cinema-title bbox=[1353, 756, 1607, 780]
cinema-name: CASTIL bbox=[584, 1088, 642, 1106]
cinema-name: EUROPA bbox=[1097, 333, 1164, 351]
porto-heading: Porto bbox=[410, 836, 455, 856]
cinema-program: Às 15.00, 18.15, 21.30 e 00.30 Int. men. 13 anos Netassja Kinski-Peter Firth, Leigh Lewson em TESS hoje às 00.30 Não acons. men. 13 anos O CAMPEÃO bbox=[587, 675, 815, 745]
cinema-address: Av. de Roma, Lote JRB bbox=[1353, 575, 1461, 586]
cinema-program: Às 14, 16.30, 19 e 21.30 Não acons. men. 13 anos Richard Gere, Lauren Hulton Panavision AMERICAN GIGOLO Um filme de Paul Schrader Metrocolor 10.ª Semana bbox=[1416, 1285, 1544, 1378]
cinema-phone: 549999 bbox=[1034, 860, 1072, 873]
cinema-program: Estreia às 21.30 Int. men. 13 anos Ele veio perturbar a vida de várias mulheres O VISITANTE MISTERIOSO Baseado na obra de Knut Hamsum com Sylvia Kristel, Rutgher Hauer Às 15.30 e 18.30 Últimas de O MILAGRE DO AMOR Não ac. men. 18 anos bbox=[836, 1753, 1074, 1858]
cinema-title bbox=[1094, 1271, 1334, 1295]
cinema-program: Às 14.15, 16.30 18.45 e 21.30 não acons. men. 13 anos é uma explosão de amores e humores... O SEDUTOR (Le Cavaleur) com Annie Girard e Jean Rochefort 6.ª semana bbox=[1126, 593, 1303, 674]
teatros-col-2 bbox=[333, 1411, 564, 1877]
moscavide-listing: MOSCAVIDE – Stop – «Disco Fever» às 21.30 (13 anos) bbox=[573, 1412, 809, 1435]
cinema-listing bbox=[1353, 878, 1607, 1013]
